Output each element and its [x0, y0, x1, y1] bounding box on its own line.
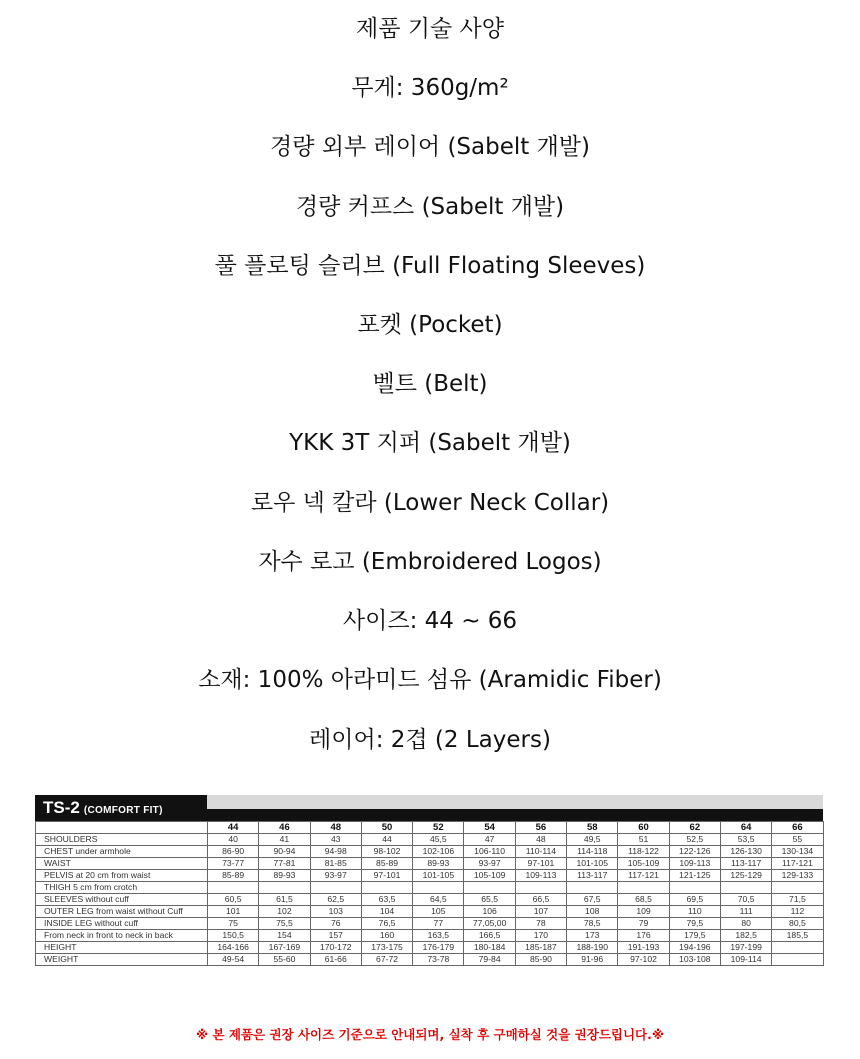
spec-line: 벨트 (Belt) [372, 371, 488, 397]
measurement-value: 93-97 [464, 858, 515, 870]
measurement-value: 113-117 [567, 870, 618, 882]
size-header-cell: 64 [720, 822, 771, 834]
measurement-value: 48 [515, 834, 566, 846]
spec-line: 소재: 100% 아라미드 섬유 (Aramidic Fiber) [198, 667, 662, 693]
measurement-value: 67-72 [361, 954, 412, 966]
measurement-value: 49-54 [208, 954, 259, 966]
size-header-row [36, 822, 824, 834]
measurement-value [772, 954, 823, 966]
measurement-value: 76,5 [361, 918, 412, 930]
measurement-value: 93-97 [310, 870, 361, 882]
measurement-value [259, 882, 310, 894]
measurement-value: 191-193 [618, 942, 669, 954]
measurement-value: 130-134 [772, 846, 823, 858]
size-header-cell: 60 [618, 822, 669, 834]
measurement-value: 108 [567, 906, 618, 918]
measurement-value: 70,5 [720, 894, 771, 906]
table-row [36, 942, 824, 954]
spec-line: 사이즈: 44 ~ 66 [342, 608, 518, 634]
measurement-value: 78,5 [567, 918, 618, 930]
spec-line: 무게: 360g/m² [351, 75, 509, 101]
measurement-value: 60,5 [208, 894, 259, 906]
measurement-value: 55-60 [259, 954, 310, 966]
model-name: TS-2 [43, 798, 80, 817]
measurement-value: 65,5 [464, 894, 515, 906]
measurement-value: 102 [259, 906, 310, 918]
measurement-value: 101 [208, 906, 259, 918]
size-chart [35, 795, 823, 966]
measurement-value: 188-190 [567, 942, 618, 954]
measurement-value [464, 882, 515, 894]
measurement-value: 105-109 [618, 858, 669, 870]
measurement-value: 129-133 [772, 870, 823, 882]
measurement-value: 80 [720, 918, 771, 930]
size-header-cell: 56 [515, 822, 566, 834]
size-header-cell: 48 [310, 822, 361, 834]
measurement-value: 98-102 [361, 846, 412, 858]
measurement-value: 109-113 [669, 858, 720, 870]
measurement-value: 106 [464, 906, 515, 918]
measurement-label: SLEEVES without cuff [36, 894, 208, 906]
measurement-value: 47 [464, 834, 515, 846]
measurement-value: 61-66 [310, 954, 361, 966]
measurement-value: 164-166 [208, 942, 259, 954]
measurement-value: 86-90 [208, 846, 259, 858]
measurement-value: 44 [361, 834, 412, 846]
measurement-value: 85-89 [361, 858, 412, 870]
measurement-value: 150,5 [208, 930, 259, 942]
measurement-value: 176-179 [413, 942, 464, 954]
measurement-value: 66,5 [515, 894, 566, 906]
measurement-value: 170-172 [310, 942, 361, 954]
spec-line: 경량 외부 레이어 (Sabelt 개발) [269, 134, 590, 160]
measurement-value [413, 882, 464, 894]
measurement-label: PELVIS at 20 cm from waist [36, 870, 208, 882]
size-header-cell: 50 [361, 822, 412, 834]
measurement-value: 67,5 [567, 894, 618, 906]
measurement-value: 61,5 [259, 894, 310, 906]
size-header-cell: 54 [464, 822, 515, 834]
measurement-label: OUTER LEG from waist without Cuff [36, 906, 208, 918]
measurement-value: 173 [567, 930, 618, 942]
measurement-value: 64,5 [413, 894, 464, 906]
measurement-value: 73-77 [208, 858, 259, 870]
size-header-cell: 58 [567, 822, 618, 834]
measurement-label: WEIGHT [36, 954, 208, 966]
measurement-value [310, 882, 361, 894]
measurement-value: 176 [618, 930, 669, 942]
measurement-value: 71,5 [772, 894, 823, 906]
measurement-value: 78 [515, 918, 566, 930]
measurement-value: 107 [515, 906, 566, 918]
fit-label: (COMFORT FIT) [83, 805, 163, 816]
measurement-value: 40 [208, 834, 259, 846]
measurement-value: 111 [720, 906, 771, 918]
measurement-value: 118-122 [618, 846, 669, 858]
table-row [36, 918, 824, 930]
measurement-value: 110-114 [515, 846, 566, 858]
corner-cell [36, 822, 208, 834]
measurement-value: 79-84 [464, 954, 515, 966]
measurement-value: 62,5 [310, 894, 361, 906]
measurement-value: 63,5 [361, 894, 412, 906]
measurement-label: WAIST [36, 858, 208, 870]
measurement-value: 45,5 [413, 834, 464, 846]
measurement-value [618, 882, 669, 894]
measurement-value [208, 882, 259, 894]
measurement-value: 103 [310, 906, 361, 918]
measurement-value: 110 [669, 906, 720, 918]
measurement-value: 170 [515, 930, 566, 942]
measurement-value: 163,5 [413, 930, 464, 942]
size-chart-header [35, 795, 823, 821]
measurement-value: 77-81 [259, 858, 310, 870]
measurement-value: 101-105 [413, 870, 464, 882]
spec-line: 포켓 (Pocket) [357, 312, 503, 338]
header-black-bar [207, 809, 823, 821]
measurement-value [772, 942, 823, 954]
header-gray-bar [207, 795, 823, 809]
measurement-value: 197-199 [720, 942, 771, 954]
measurement-value: 182,5 [720, 930, 771, 942]
spec-line: YKK 3T 지퍼 (Sabelt 개발) [289, 430, 571, 456]
measurement-value: 85-90 [515, 954, 566, 966]
measurement-value: 125-129 [720, 870, 771, 882]
measurement-value: 91-96 [567, 954, 618, 966]
measurement-value: 77 [413, 918, 464, 930]
table-row [36, 858, 824, 870]
table-row [36, 870, 824, 882]
measurement-value: 117-121 [772, 858, 823, 870]
measurement-value: 114-118 [567, 846, 618, 858]
spec-line: 경량 커프스 (Sabelt 개발) [295, 194, 565, 220]
table-row [36, 894, 824, 906]
measurement-value: 76 [310, 918, 361, 930]
measurement-value: 75 [208, 918, 259, 930]
spec-heading: 제품 기술 사양 [356, 16, 504, 42]
measurement-label: SHOULDERS [36, 834, 208, 846]
spec-line: 풀 플로팅 슬리브 (Full Floating Sleeves) [214, 253, 646, 279]
table-row [36, 930, 824, 942]
measurement-value: 51 [618, 834, 669, 846]
measurement-label: INSIDE LEG without cuff [36, 918, 208, 930]
measurement-value: 122-126 [669, 846, 720, 858]
measurement-value [567, 882, 618, 894]
measurement-value: 194-196 [669, 942, 720, 954]
measurement-value: 117-121 [618, 870, 669, 882]
measurement-value: 97-102 [618, 954, 669, 966]
size-header-cell: 66 [772, 822, 823, 834]
measurement-label: HEIGHT [36, 942, 208, 954]
measurement-value: 85-89 [208, 870, 259, 882]
measurement-value: 109 [618, 906, 669, 918]
measurement-value: 81-85 [310, 858, 361, 870]
measurement-label: THIGH 5 cm from crotch [36, 882, 208, 894]
measurement-value [720, 882, 771, 894]
measurement-value: 43 [310, 834, 361, 846]
measurement-value: 104 [361, 906, 412, 918]
measurement-value: 52,5 [669, 834, 720, 846]
measurement-value: 80,5 [772, 918, 823, 930]
measurement-value: 103-108 [669, 954, 720, 966]
measurement-value: 97-101 [361, 870, 412, 882]
measurement-value: 109-113 [515, 870, 566, 882]
measurement-value: 121-125 [669, 870, 720, 882]
measurement-value [361, 882, 412, 894]
measurement-label: CHEST under armhole [36, 846, 208, 858]
measurement-value: 105-109 [464, 870, 515, 882]
size-header-cell: 52 [413, 822, 464, 834]
measurement-value: 106-110 [464, 846, 515, 858]
measurement-value: 69,5 [669, 894, 720, 906]
spec-line: 자수 로고 (Embroidered Logos) [258, 549, 602, 575]
measurement-value: 113-117 [720, 858, 771, 870]
measurement-value: 97-101 [515, 858, 566, 870]
measurement-value: 75,5 [259, 918, 310, 930]
table-row [36, 834, 824, 846]
measurement-value: 77,05,00 [464, 918, 515, 930]
measurement-value: 89-93 [413, 858, 464, 870]
measurement-value: 102-106 [413, 846, 464, 858]
measurement-value: 157 [310, 930, 361, 942]
measurement-value: 90-94 [259, 846, 310, 858]
measurement-value: 79,5 [669, 918, 720, 930]
spec-line: 로우 넥 칼라 (Lower Neck Collar) [250, 490, 610, 516]
size-header-cell: 44 [208, 822, 259, 834]
table-row [36, 954, 824, 966]
measurement-value: 166,5 [464, 930, 515, 942]
size-header-cell: 62 [669, 822, 720, 834]
measurement-value: 154 [259, 930, 310, 942]
measurement-value [669, 882, 720, 894]
measurement-value: 160 [361, 930, 412, 942]
measurement-value: 180-184 [464, 942, 515, 954]
measurement-value: 101-105 [567, 858, 618, 870]
measurement-value: 109-114 [720, 954, 771, 966]
measurement-value: 41 [259, 834, 310, 846]
measurement-value [515, 882, 566, 894]
measurement-value: 167-169 [259, 942, 310, 954]
measurement-value: 112 [772, 906, 823, 918]
measurement-value: 55 [772, 834, 823, 846]
measurement-value: 68,5 [618, 894, 669, 906]
table-row [36, 846, 824, 858]
measurement-value: 49,5 [567, 834, 618, 846]
measurement-value: 173-175 [361, 942, 412, 954]
measurement-value: 94-98 [310, 846, 361, 858]
table-row [36, 882, 824, 894]
spec-line: 레이어: 2겹 (2 Layers) [309, 727, 551, 753]
measurement-value: 185-187 [515, 942, 566, 954]
measurement-value: 89-93 [259, 870, 310, 882]
measurement-value: 73-78 [413, 954, 464, 966]
measurement-value: 179,5 [669, 930, 720, 942]
measurement-value [772, 882, 823, 894]
notice-text: ※ 본 제품은 권장 사이즈 기준으로 안내되며, 실착 후 구매하실 것을 권장드립니다.※ [195, 1027, 665, 1042]
size-header-cell: 46 [259, 822, 310, 834]
size-chart-title [43, 798, 163, 821]
measurement-value: 185,5 [772, 930, 823, 942]
measurement-value: 105 [413, 906, 464, 918]
size-table [35, 821, 824, 966]
table-row [36, 906, 824, 918]
measurement-value: 79 [618, 918, 669, 930]
measurement-value: 126-130 [720, 846, 771, 858]
measurement-label: From neck in front to neck in back [36, 930, 208, 942]
measurement-value: 53,5 [720, 834, 771, 846]
